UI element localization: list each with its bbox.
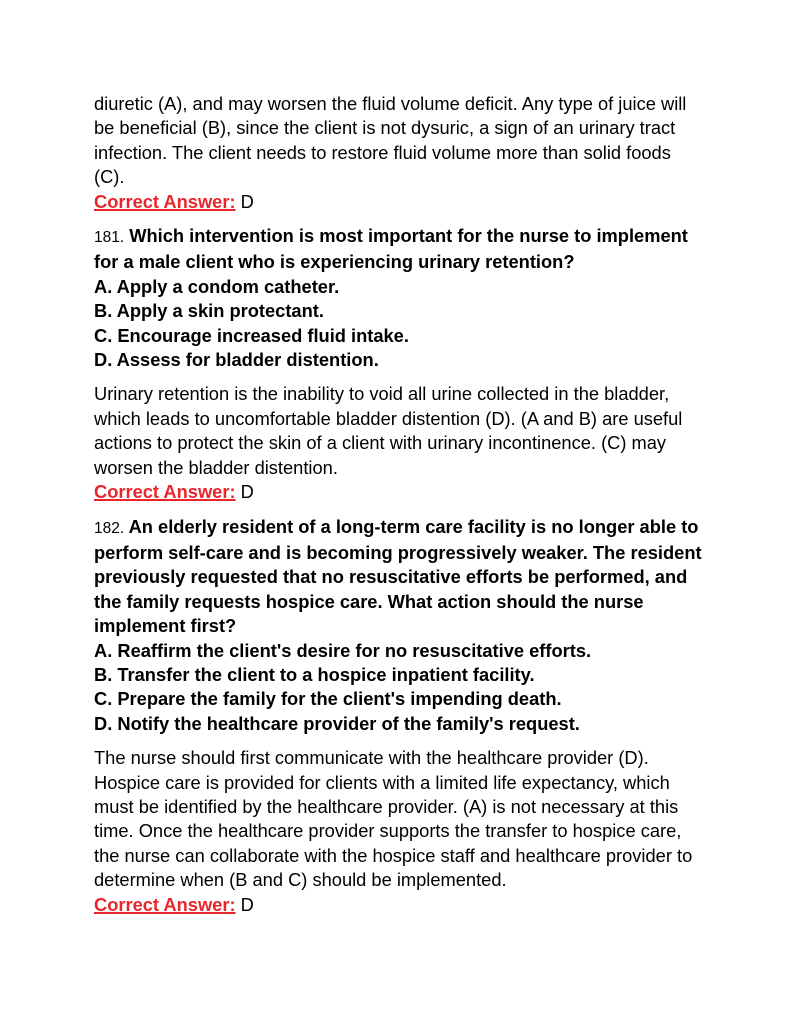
option-a: A. Reaffirm the client's desire for no resuscitative efforts.	[94, 639, 592, 661]
correct-answer-value: D	[240, 893, 254, 915]
document-page	[94, 92, 734, 927]
correct-answer-value: D	[240, 190, 254, 212]
question-number: 182.	[94, 519, 125, 537]
intro-explanation	[94, 92, 734, 214]
option-c: C. Encourage increased fluid intake.	[94, 324, 409, 346]
question-text: previously requested that no resuscitative efforts be performed, and	[94, 566, 688, 588]
explanation-line: time. Once the healthcare provider supports the transfer to hospice care,	[94, 820, 682, 842]
explanation-182	[94, 746, 734, 917]
explanation-line: determine when (B and C) should be implemented.	[94, 869, 507, 891]
option-a: A. Apply a condom catheter.	[94, 275, 340, 297]
explanation-line: The nurse should first communicate with the healthcare provider (D).	[94, 747, 649, 769]
correct-answer-label: Correct Answer:	[94, 190, 236, 212]
explanation-line: which leads to uncomfortable bladder distention (D). (A and B) are useful	[94, 407, 683, 429]
explanation-line: diuretic (A), and may worsen the fluid volume deficit. Any type of juice will	[94, 93, 687, 114]
option-c: C. Prepare the family for the client's impending death.	[94, 688, 562, 710]
question-text: perform self-care and is becoming progressively weaker. The resident	[94, 541, 702, 563]
question-text: An elderly resident of a long-term care facility is no longer able to	[128, 515, 699, 537]
question-text: the family requests hospice care. What action should the nurse	[94, 590, 644, 612]
correct-answer-label: Correct Answer:	[94, 893, 236, 915]
explanation-line: (C).	[94, 166, 125, 188]
question-182	[94, 515, 734, 737]
correct-answer	[94, 480, 734, 504]
explanation-line: Hospice care is provided for clients with a limited life expectancy, which	[94, 771, 670, 793]
question-text: implement first?	[94, 615, 237, 637]
correct-answer-value: D	[240, 481, 254, 503]
correct-answer-label: Correct Answer:	[94, 481, 236, 503]
explanation-line: Urinary retention is the inability to void all urine collected in the bladder,	[94, 383, 670, 405]
explanation-line: the nurse can collaborate with the hospice staff and healthcare provider to	[94, 844, 693, 866]
explanation-line: worsen the bladder distention.	[94, 456, 338, 478]
option-d: D. Assess for bladder distention.	[94, 349, 379, 371]
explanation-line: infection. The client needs to restore fluid volume more than solid foods	[94, 141, 671, 163]
question-text: Which intervention is most important for the nurse to implement	[129, 225, 688, 247]
question-number: 181.	[94, 229, 125, 247]
explanation-line: be beneficial (B), since the client is not dysuric, a sign of an urinary tract	[94, 117, 676, 139]
question-181	[94, 224, 734, 372]
correct-answer	[94, 893, 734, 917]
explanation-line: must be identified by the healthcare provider. (A) is not necessary at this	[94, 795, 679, 817]
correct-answer	[94, 190, 734, 214]
option-b: B. Transfer the client to a hospice inpatient facility.	[94, 663, 535, 685]
explanation-181	[94, 382, 734, 504]
option-b: B. Apply a skin protectant.	[94, 300, 324, 322]
option-d: D. Notify the healthcare provider of the family's request.	[94, 712, 580, 734]
explanation-line: actions to protect the skin of a client with urinary incontinence. (C) may	[94, 432, 667, 454]
question-text: for a male client who is experiencing urinary retention?	[94, 251, 575, 273]
